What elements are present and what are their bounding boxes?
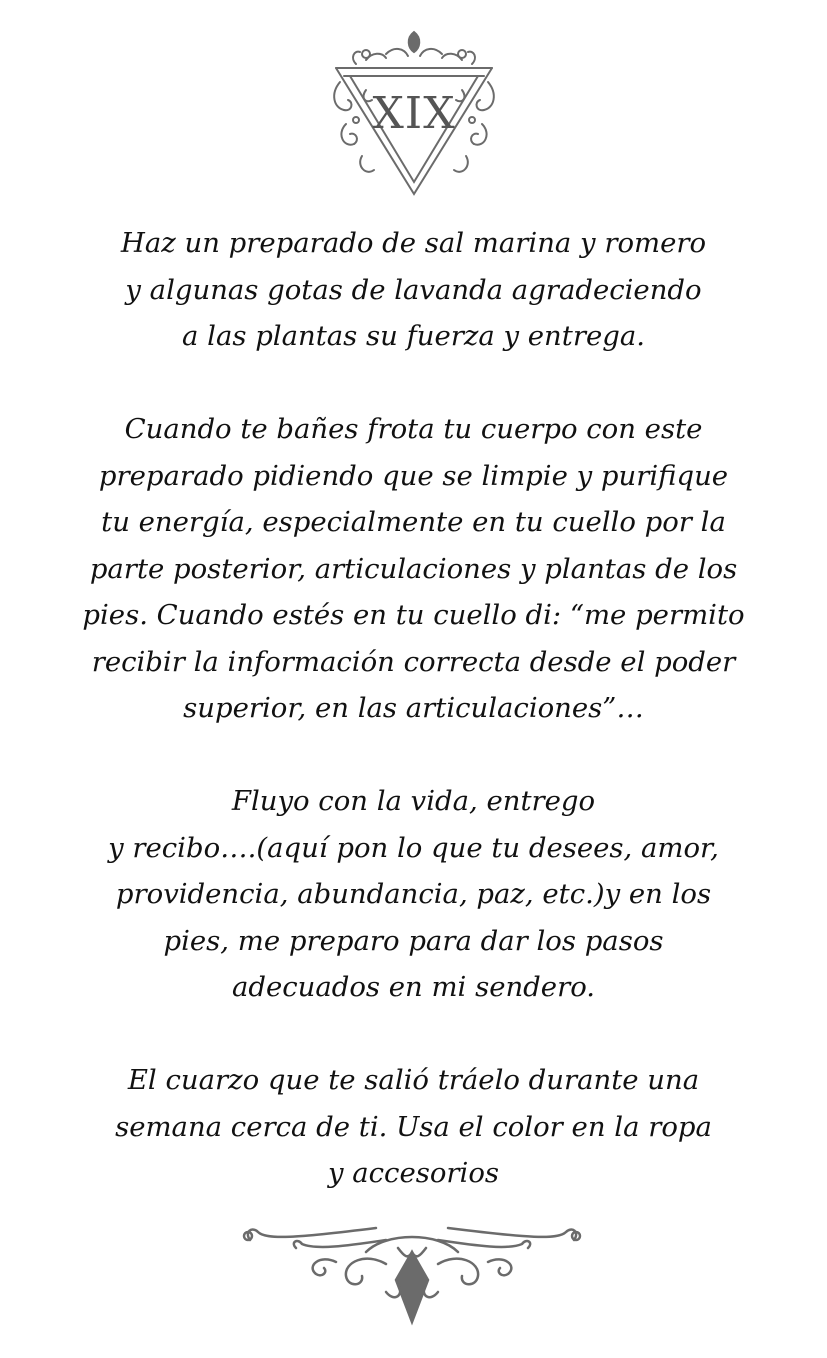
text-line: parte posterior, articulaciones y plantas de los [89, 552, 738, 585]
text-line: Cuando te bañes frota tu cuerpo con este [124, 413, 703, 445]
text-line: a las plantas su fuerza y entrega. [182, 320, 645, 352]
text-line: recibir la información correcta desde el poder [91, 645, 736, 678]
text-line: adecuados en mi sendero. [231, 971, 596, 1003]
paragraph-2 [60, 406, 767, 732]
text-line: semana cerca de ti. Usa el color en la ropa [115, 1110, 712, 1143]
paragraph-4 [60, 1057, 767, 1197]
text-line: y recibo….(aquí pon lo que tu desees, amor, [108, 831, 719, 864]
chapter-numeral: XIX [372, 88, 456, 139]
scroll-flourish-divider-icon [236, 1218, 588, 1328]
text-line: Fluyo con la vida, entrego [231, 785, 596, 817]
paragraph-3 [60, 778, 767, 1011]
text-line: pies, me preparo para dar los pasos [163, 924, 664, 957]
text-line: y algunas gotas de lavanda agradeciendo [125, 273, 702, 306]
text-line: providencia, abundancia, paz, etc.)y en los [115, 878, 712, 910]
paragraph-1 [60, 220, 767, 360]
text-line: pies. Cuando estés en tu cuello di: “me permito [82, 599, 745, 631]
text-line: superior, en las articulaciones”… [183, 692, 644, 724]
text-line: tu energía, especialmente en tu cuello por la [101, 506, 726, 538]
text-line: preparado pidiendo que se limpie y purifique [98, 459, 729, 492]
text-line: y accesorios [327, 1157, 500, 1189]
text-line: Haz un preparado de sal marina y romero [120, 227, 707, 259]
body-text [60, 220, 767, 1197]
text-line: El cuarzo que te salió tráelo durante una [127, 1064, 700, 1096]
triangle-scroll-emblem-icon [326, 24, 502, 200]
